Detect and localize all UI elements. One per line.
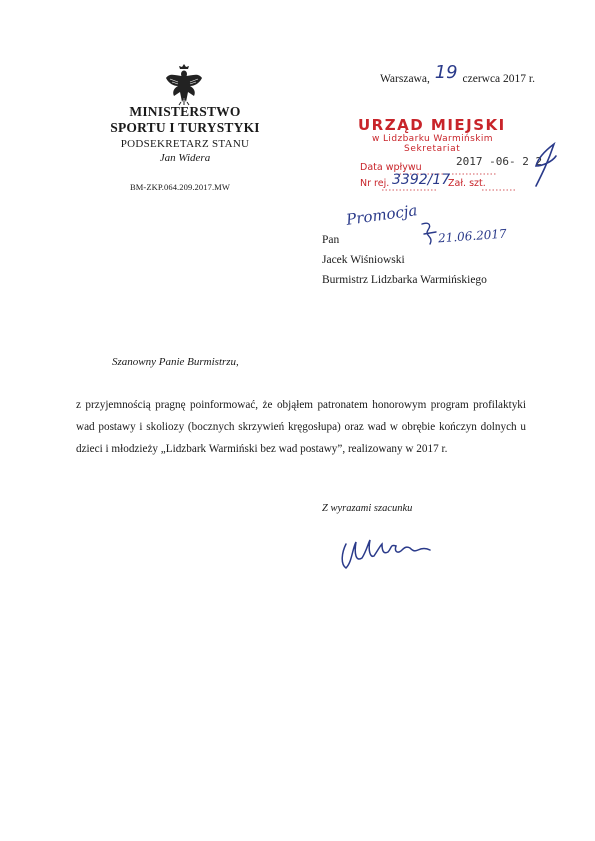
- official-name: Jan Widera: [159, 152, 211, 164]
- handwritten-date: 21.06.2017: [437, 226, 508, 246]
- stamp-registry-label: Nr rej.: [360, 178, 390, 189]
- polish-eagle-emblem-icon: [164, 62, 204, 106]
- stamp-department: Sekretariat: [404, 144, 461, 154]
- salutation: Szanowny Panie Burmistrzu,: [112, 356, 239, 368]
- handwritten-initials-icon: [528, 138, 562, 190]
- addressee-title: Pan: [322, 234, 340, 246]
- letter-body: z przyjemnością pragnę poinformować, że objąłem patronatem honorowym program profilaktyki wad postawy i skoliozy (bocznych skrzywień kręgosłupa) oraz wad w obrębie kończyn dolnych u dzieci i młodzieży „Lidzbark Warmiński bez wad postawy”, realizowany w 2017 r.: [76, 399, 526, 455]
- date-day: 19: [434, 62, 458, 83]
- stamp-location: w Lidzbarku Warmińskim: [372, 134, 493, 144]
- stamp-attachments-label: Zał. szt.: [448, 178, 486, 189]
- addressee-position: Burmistrz Lidzbarka Warmińskiego: [322, 274, 487, 286]
- addressee-name: Jacek Wiśniowski: [322, 254, 405, 266]
- reference-number: BM-ZKP.064.209.2017.MW: [130, 182, 230, 192]
- stamp-registry-number: 3392/17: [392, 172, 451, 188]
- handwritten-note: Promocja: [345, 201, 419, 229]
- stamp-title: URZĄD MIEJSKI: [358, 116, 506, 134]
- ministry-name-line2: SPORTU I TURYSTYKI: [110, 120, 260, 135]
- handwritten-signature-icon: [338, 532, 438, 572]
- date-city: Warszawa,: [380, 73, 430, 85]
- letter-date: [380, 62, 535, 87]
- position-title: PODSEKRETARZ STANU: [120, 138, 250, 150]
- stamp-received-label: Data wpływu: [360, 162, 422, 173]
- date-rest: czerwca 2017 r.: [462, 73, 535, 85]
- ministry-name-line1: MINISTERSTWO: [129, 104, 241, 119]
- closing-phrase: Z wyrazami szacunku: [322, 503, 413, 514]
- stamp-received-date: 2017 -06- 2 2: [456, 155, 543, 168]
- handwritten-mark-icon: [418, 218, 440, 250]
